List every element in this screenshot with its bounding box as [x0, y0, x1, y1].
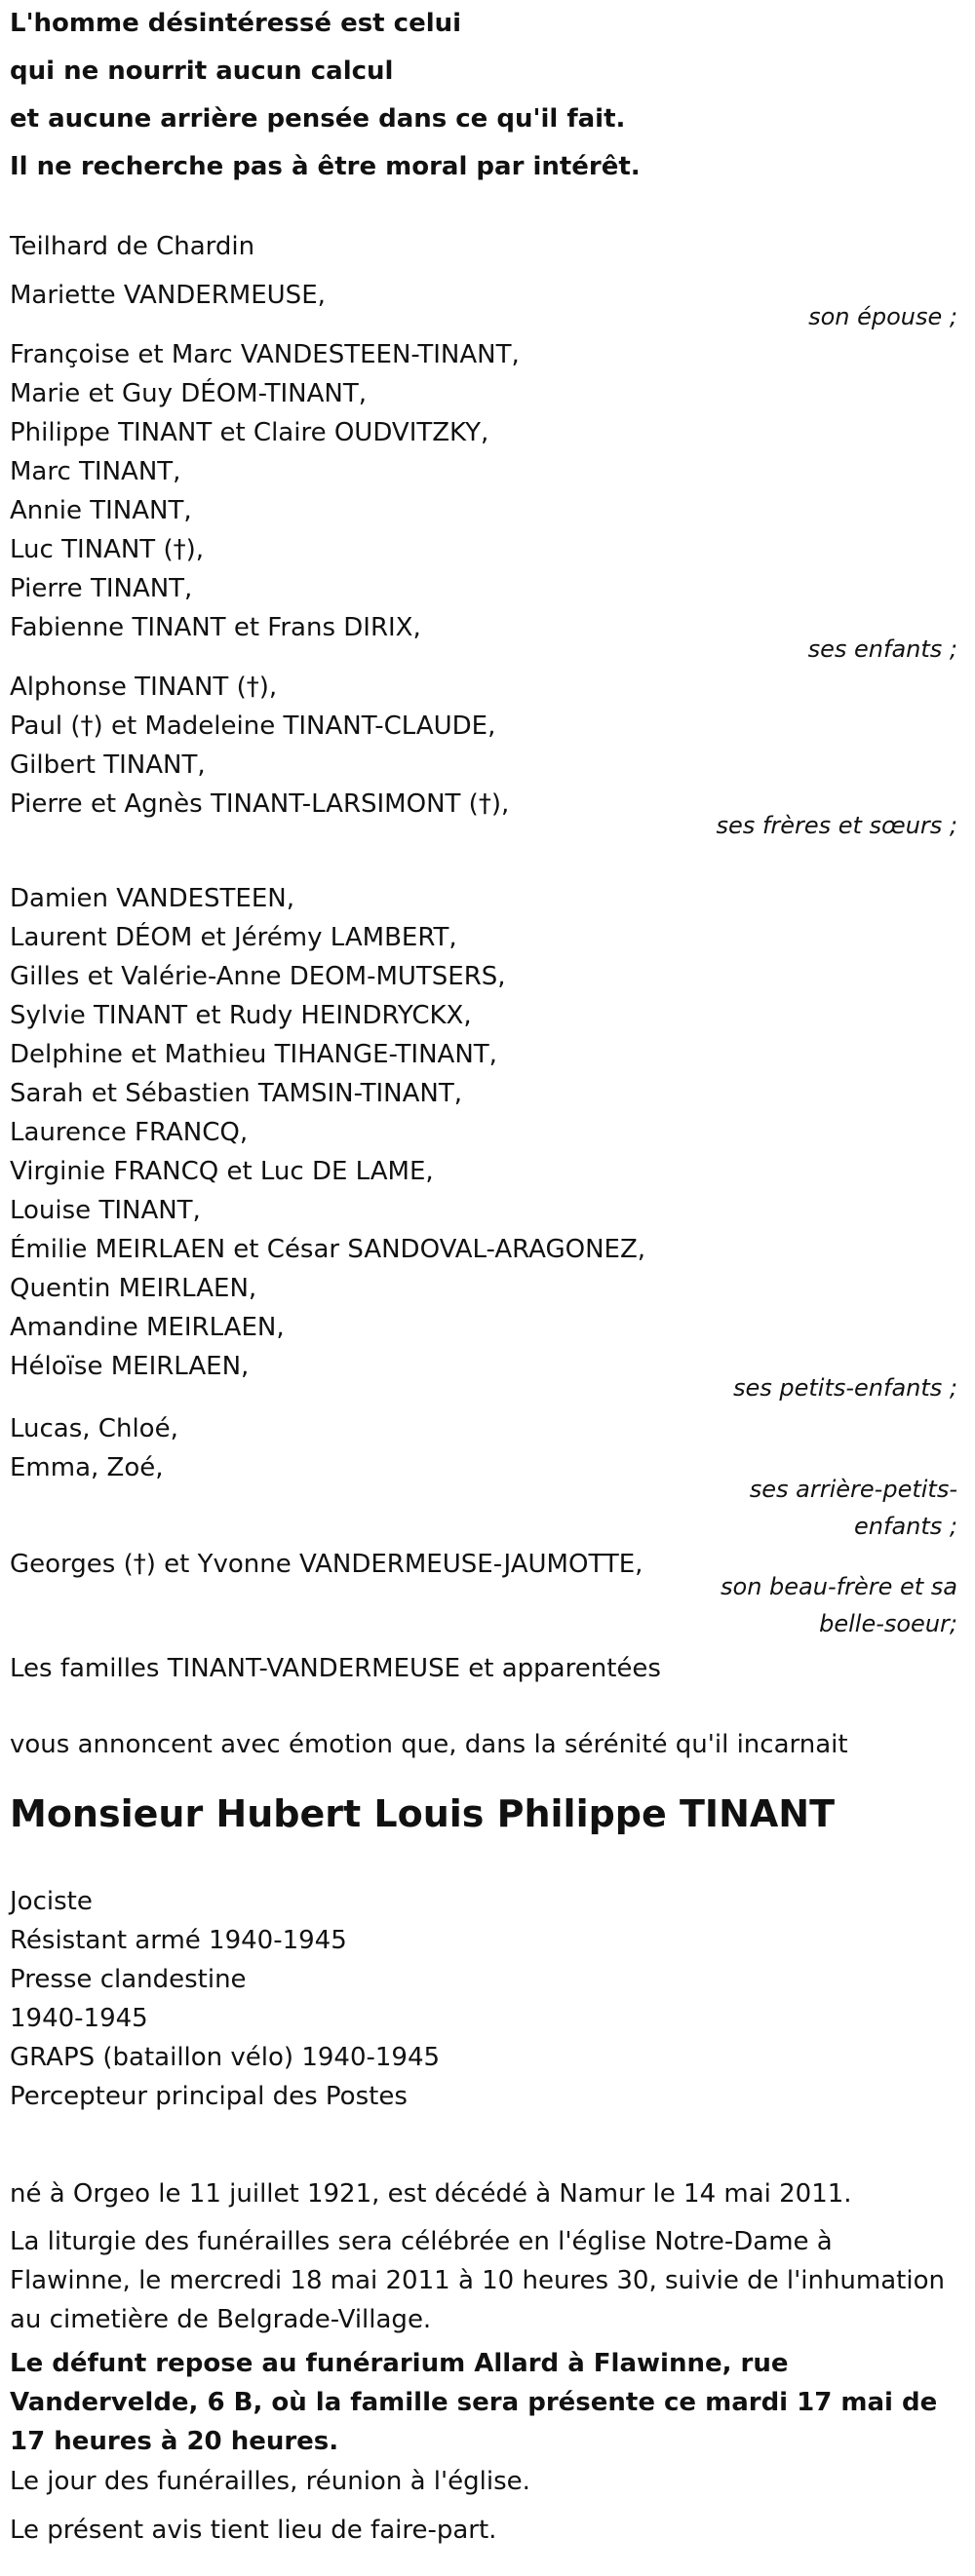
great-grandchild-name: Emma, Zoé, — [10, 1453, 164, 1482]
child-name: Pierre TINANT, — [10, 574, 193, 603]
grandchild-name: Laurence FRANCQ, — [10, 1118, 249, 1147]
grandchild-name: Quentin MEIRLAEN, — [10, 1274, 257, 1303]
quote-author: Teilhard de Chardin — [10, 232, 255, 261]
title-line: GRAPS (bataillon vélo) 1940-1945 — [10, 2043, 441, 2072]
grandchildren-relation: ses petits-enfants ; — [732, 1374, 957, 1402]
great-grandchildren-relation: ses arrière-petits-enfants ; — [749, 1476, 957, 1540]
grandchild-name: Delphine et Mathieu TIHANGE-TINANT, — [10, 1040, 497, 1069]
grandchild-name: Héloïse MEIRLAEN, — [10, 1352, 250, 1381]
title-line: Percepteur principal des Postes — [10, 2082, 408, 2111]
grandchild-name: Louise TINANT, — [10, 1196, 201, 1225]
visitation-paragraph: Le défunt repose au funérarium Allard à Flawinne, rue Vandervelde, 6 B, où la famille sera présente ce mardi 17 mai de 17 heures à 20 heures. — [10, 2349, 938, 2456]
child-name: Philippe TINANT et Claire OUDVITZKY, — [10, 418, 489, 447]
grandchild-name: Virginie FRANCQ et Luc DE LAME, — [10, 1157, 434, 1186]
quote-line-2: qui ne nourrit aucun calcul — [10, 57, 394, 86]
child-name: Françoise et Marc VANDESTEEN-TINANT, — [10, 340, 520, 369]
grandchild-name: Amandine MEIRLAEN, — [10, 1313, 285, 1342]
child-name: Marie et Guy DÉOM-TINANT, — [10, 379, 367, 408]
grandchild-name: Sylvie TINANT et Rudy HEINDRYCKX, — [10, 1001, 472, 1030]
meeting-line: Le jour des funérailles, réunion à l'église. — [10, 2467, 530, 2496]
notice-line: Le présent avis tient lieu de faire-part. — [10, 2516, 497, 2545]
children-relation: ses enfants ; — [807, 635, 957, 663]
quote-line-3: et aucune arrière pensée dans ce qu'il fait. — [10, 104, 626, 134]
child-name: Fabienne TINANT et Frans DIRIX, — [10, 613, 421, 642]
grandchild-name: Gilles et Valérie-Anne DEOM-MUTSERS, — [10, 962, 506, 991]
title-line: Résistant armé 1940-1945 — [10, 1926, 347, 1955]
sibling-name: Paul (†) et Madeleine TINANT-CLAUDE, — [10, 711, 496, 741]
grandchild-name: Sarah et Sébastien TAMSIN-TINANT, — [10, 1079, 462, 1108]
grandchild-name: Laurent DÉOM et Jérémy LAMBERT, — [10, 923, 457, 952]
quote-line-1: L'homme désintéressé est celui — [10, 9, 462, 38]
title-line: 1940-1945 — [10, 2004, 148, 2033]
title-line: Jociste — [10, 1887, 93, 1916]
announce-line: vous annoncent avec émotion que, dans la sérénité qu'il incarnait — [10, 1730, 848, 1759]
title-line: Presse clandestine — [10, 1965, 247, 1994]
child-name: Marc TINANT, — [10, 457, 181, 486]
sibling-name: Alphonse TINANT (†), — [10, 673, 278, 702]
deceased-name: Monsieur Hubert Louis Philippe TINANT — [10, 1792, 836, 1835]
sibling-name: Pierre et Agnès TINANT-LARSIMONT (†), — [10, 789, 510, 819]
child-name: Luc TINANT (†), — [10, 535, 204, 564]
funeral-paragraph: La liturgie des funérailles sera célébrée en l'église Notre-Dame à Flawinne, le mercredi 18 mai 2011 à 10 heures 30, suivie de l'inhumation au cimetière de Belgrade-Village. — [10, 2227, 945, 2334]
sibling-name: Gilbert TINANT, — [10, 750, 206, 780]
grandchild-name: Damien VANDESTEEN, — [10, 884, 295, 913]
grandchild-name: Émilie MEIRLAEN et César SANDOVAL-ARAGONEZ, — [10, 1235, 646, 1264]
in-laws-relation: son beau-frère et sa belle-soeur; — [721, 1573, 957, 1637]
child-name: Annie TINANT, — [10, 496, 192, 525]
families-line: Les familles TINANT-VANDERMEUSE et apparentées — [10, 1654, 661, 1683]
quote-line-4: Il ne recherche pas à être moral par intérêt. — [10, 152, 641, 181]
siblings-relation: ses frères et sœurs ; — [716, 812, 957, 839]
spouse-relation: son épouse ; — [808, 303, 957, 330]
spouse-name: Mariette VANDERMEUSE, — [10, 281, 326, 310]
birth-death-line: né à Orgeo le 11 juillet 1921, est décédé à Namur le 14 mai 2011. — [10, 2179, 852, 2209]
great-grandchild-name: Lucas, Chloé, — [10, 1414, 178, 1443]
in-laws-name: Georges (†) et Yvonne VANDERMEUSE-JAUMOTTE, — [10, 1550, 644, 1579]
